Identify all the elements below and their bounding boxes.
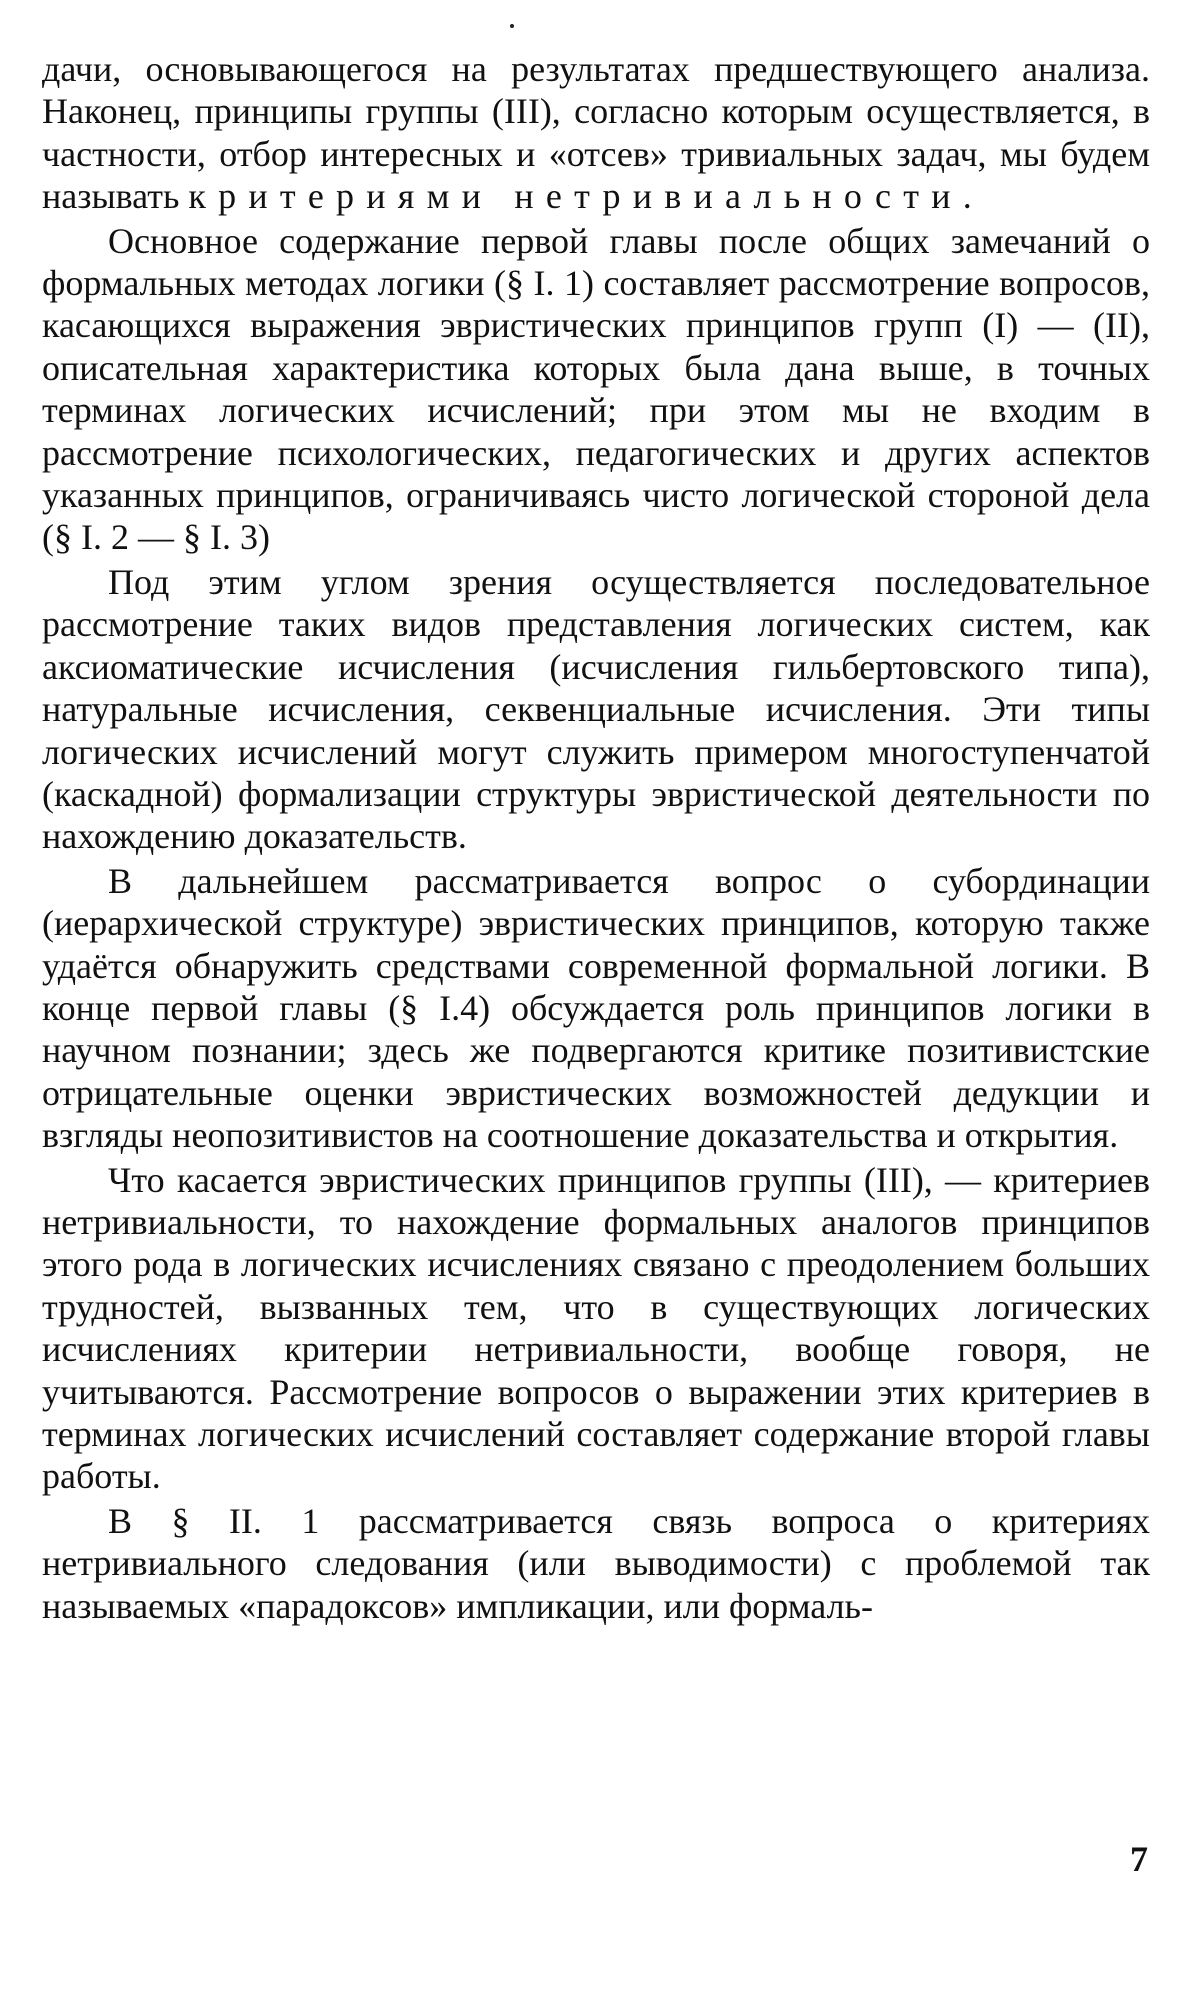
paragraph-1-tail: . — [962, 176, 972, 217]
paragraph-1-text: дачи, основывающегося на результатах предшествующего анализа. Наконец, принципы группы (III), согласно которым осуществляется, в частности, отбор интересных и «отсев» тривиальных задач, мы будем называть — [42, 49, 1150, 217]
paragraph-1 — [42, 48, 1150, 218]
paragraph-3: Под этим углом зрения осуществляется последовательное рассмотрение таких видов представления логических систем, как аксиоматические исчисления (исчисления гильбертовского типа), натуральные исчисления, секвенциальные исчисления. Эти типы логических исчислений могут служить примером многоступенчатой (каскадной) формализации структуры эвристической деятельности по нахождению доказательств. — [42, 561, 1150, 857]
paragraph-6: В § II. 1 рассматривается связь вопроса о критериях нетривиального следования (или выводимости) с проблемой так называемых «парадоксов» импликации, или формаль- — [42, 1500, 1150, 1626]
spaced-term: критериями нетривиальности — [188, 176, 963, 217]
paragraph-2: Основное содержание первой главы после общих замечаний о формальных методах логики (§ I. 1) составляет рассмотрение вопросов, касающихся выражения эвристических принципов групп (I) — (II), описательная характеристика которых была дана выше, в точных терминах логических исчислений; при этом мы не входим в рассмотрение психологических, педагогических и других аспектов указанных принципов, ограничиваясь чисто логической стороной дела (§ I. 2 — § I. 3) — [42, 220, 1150, 558]
paragraph-5: Что касается эвристических принципов группы (III), — критериев нетривиальности, то нахождение формальных аналогов принципов этого рода в логических исчислениях связано с преодолением больших трудностей, вызванных тем, что в существующих логических исчислениях критерии нетривиальности, вообще говоря, не учитываются. Рассмотрение вопросов о выражении этих критериев в терминах логических исчислений составляет содержание второй главы работы. — [42, 1159, 1150, 1497]
print-speck — [510, 24, 514, 28]
page-number: 7 — [1130, 1839, 1148, 1879]
paragraph-4: В дальнейшем рассматривается вопрос о субординации (иерархической структуре) эвристических принципов, которую также удаётся обнаружить средствами современной формальной логики. В конце первой главы (§ I.4) обсуждается роль принципов логики в научном познании; здесь же подвергаются критике позитивистские отрицательные оценки эвристических возможностей дедукции и взгляды неопозитивистов на соотношение доказательства и открытия. — [42, 860, 1150, 1156]
document-page — [42, 48, 1150, 1627]
